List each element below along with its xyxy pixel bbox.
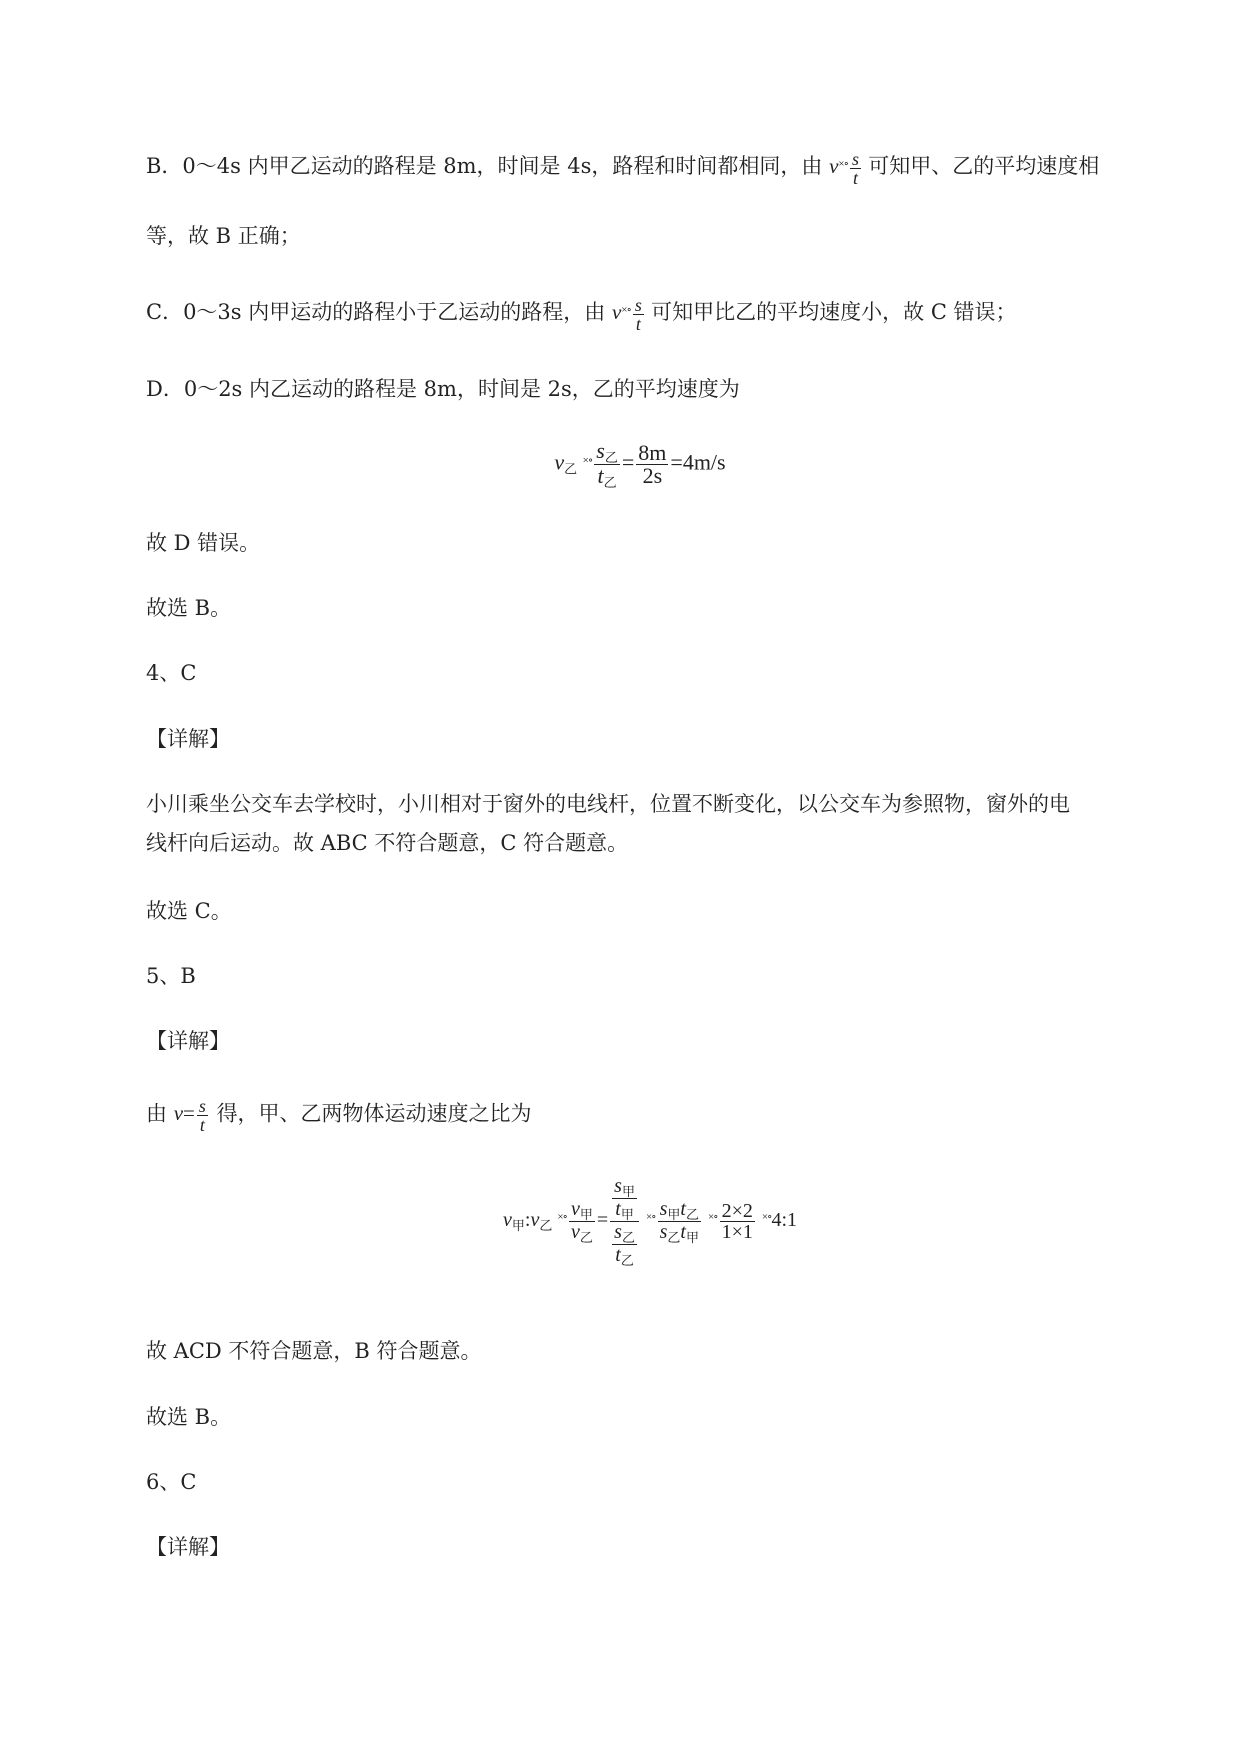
- detail-heading-1: 【详解】: [146, 727, 230, 751]
- formula-v-eq-s-t: v= $\frac{s}{t}$: [173, 1096, 206, 1135]
- option-c-line: [146, 295, 1146, 333]
- option-c-text: C．0～3s 内甲运动的路程小于乙运动的路程，由: [146, 300, 606, 324]
- question-4-explanation-2: 线杆向后运动。故 ABC 不符合题意，C 符合题意。: [146, 831, 629, 855]
- question-5-answer: 5、B: [146, 964, 196, 988]
- question-6-answer: 6、C: [146, 1470, 197, 1494]
- option-b-continuation: 等，故 B 正确；: [146, 224, 301, 248]
- formula-v-s-t: v×∘ $\frac{s}{t}$: [829, 148, 860, 188]
- option-b-text-2: 可知甲、乙的平均速度相: [868, 154, 1100, 178]
- detail-heading-2: 【详解】: [146, 1029, 230, 1053]
- formula-v-s-t-2: v×∘ $\frac{s}{t}$: [611, 294, 642, 334]
- option-d-conclusion: 故 D 错误。: [146, 531, 261, 555]
- formula-speed-ratio: $v_甲:v_乙$ ×∘ $\frac{v_甲}{v_乙}$ = $\frac{\frac{s_甲}{t_甲}}{\frac{s_乙}{t_乙}}$ ×∘ $\frac{s_甲t_乙}{s_乙t_甲}$ ×∘ $\frac{2\times 2}{1\times 1}$ ×∘4:1: [502, 1175, 798, 1268]
- option-d-line: D．0～2s 内乙运动的路程是 8m，时间是 2s，乙的平均速度为: [146, 377, 740, 401]
- answer-choose-c: 故选 C。: [146, 899, 232, 923]
- question-5-explanation: 由 v= $\frac{s}{t}$ 得，甲、乙两物体运动速度之比为: [146, 1096, 532, 1135]
- option-b-line: [146, 149, 1146, 187]
- option-c-text-2: 可知甲比乙的平均速度小，故 C 错误；: [651, 300, 1017, 324]
- question-4-explanation-1: 小川乘坐公交车去学校时，小川相对于窗外的电线杆，位置不断变化，以公交车为参照物，窗外的电: [146, 792, 1070, 816]
- option-b-text: B．0～4s 内甲乙运动的路程是 8m，时间是 4s，路程和时间都相同，由: [146, 154, 823, 178]
- formula-v-yi: $v_乙$ ×∘ $\frac{s_乙}{t_乙}$ = $\frac{8m}{2s}$ =4m/s: [554, 438, 726, 490]
- answer-choose-b-2: 故选 B。: [146, 1405, 232, 1429]
- detail-heading-3: 【详解】: [146, 1535, 230, 1559]
- question-5-conclusion: 故 ACD 不符合题意，B 符合题意。: [146, 1339, 482, 1363]
- question-4-answer: 4、C: [146, 661, 197, 685]
- answer-choose-b: 故选 B。: [146, 596, 232, 620]
